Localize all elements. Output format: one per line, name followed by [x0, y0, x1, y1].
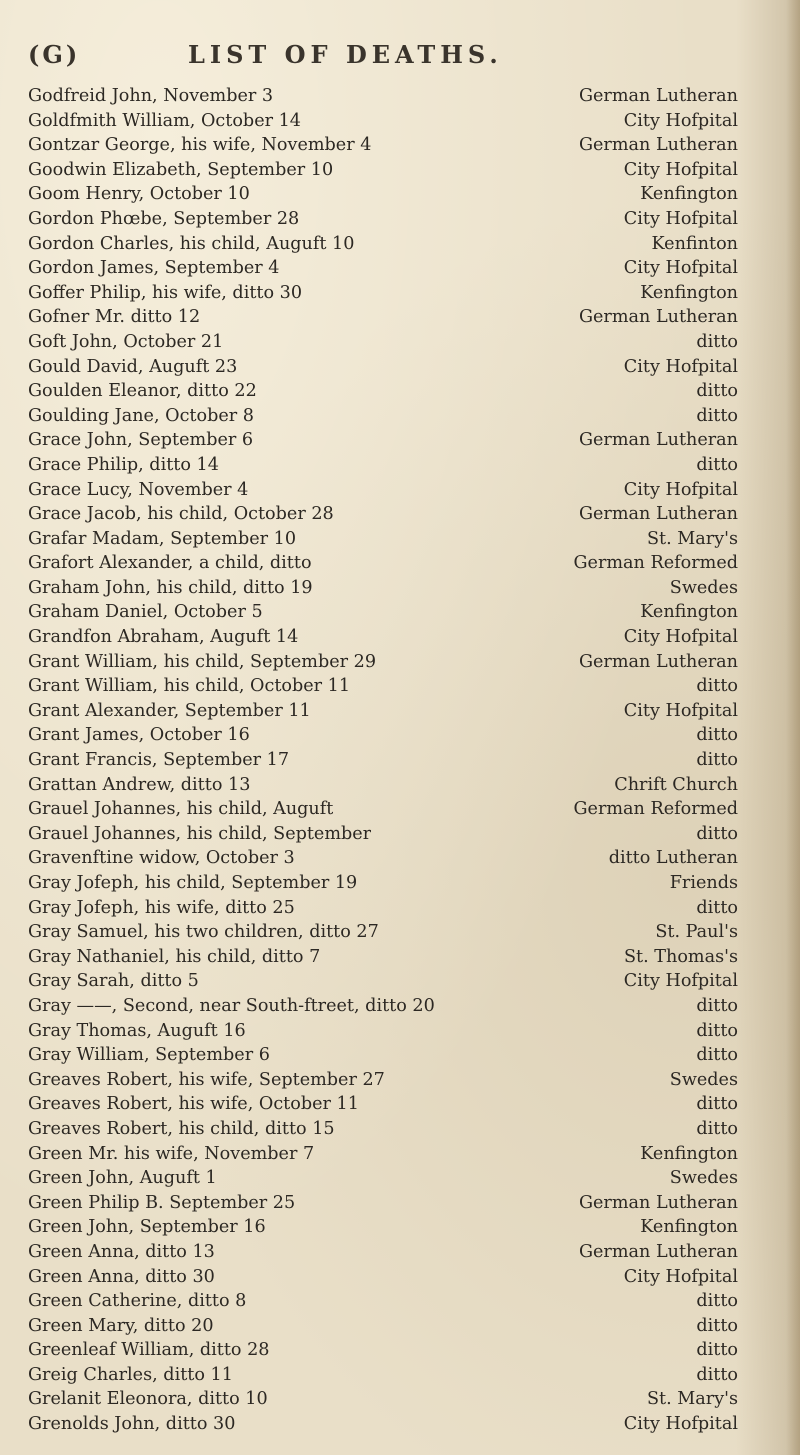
- list-item: [28, 822, 773, 847]
- entry-name: Gray Jofeph, his child, September 19: [28, 873, 358, 893]
- entry-name: Grandfon Abraham, Auguft 14: [28, 627, 299, 648]
- entry-name: Green John, Auguft 1: [28, 1168, 217, 1189]
- entry-burial-place: ditto: [696, 454, 738, 475]
- entry-name: Grace Lucy, November 4: [28, 479, 249, 500]
- entry-burial-place: ditto: [696, 995, 738, 1016]
- list-item: [28, 256, 773, 281]
- list-item: [28, 674, 773, 699]
- entry-burial-place: German Lutheran: [578, 651, 738, 672]
- entry-name: Grafar Madam, September 10: [28, 528, 297, 549]
- entry-burial-place: German Lutheran: [578, 430, 738, 451]
- entry-name: Goffer Philip, his wife, ditto 30: [28, 282, 303, 303]
- list-item: [28, 133, 773, 158]
- list-item: [28, 232, 773, 257]
- list-item: [28, 1240, 773, 1265]
- entry-name: Green John, September 16: [28, 1217, 266, 1238]
- list-item: [28, 207, 773, 232]
- entry-burial-place: City Hofpital: [623, 1414, 738, 1435]
- entry-burial-place: ditto: [696, 331, 738, 352]
- entry-name: Gordon Charles, his child, Auguft 10: [28, 233, 355, 254]
- entry-name: Green Anna, ditto 13: [28, 1241, 215, 1262]
- list-item: [28, 453, 773, 478]
- entry-name: Green Mary, ditto 20: [28, 1315, 214, 1336]
- entry-name: Grant Francis, September 17: [28, 750, 290, 771]
- list-item: [28, 1215, 773, 1240]
- list-item: [28, 650, 773, 675]
- entry-burial-place: Kenfington: [640, 184, 738, 205]
- entry-name: Grauel Johannes, his child, Auguft: [28, 799, 334, 820]
- list-item: [28, 1412, 773, 1437]
- entry-burial-place: City Hofpital: [623, 627, 738, 648]
- list-item: [28, 723, 773, 748]
- list-item: [28, 994, 773, 1019]
- entry-burial-place: ditto: [696, 897, 738, 918]
- entry-name: Grant Alexander, September 11: [28, 700, 311, 721]
- list-item: [28, 158, 773, 183]
- entry-name: Graham Daniel, October 5: [28, 602, 263, 623]
- entry-name: Green Mr. his wife, November 7: [28, 1143, 315, 1164]
- entry-burial-place: ditto: [696, 381, 738, 402]
- entry-name: Goodwin Elizabeth, September 10: [28, 159, 334, 180]
- entry-name: Grace Philip, ditto 14: [28, 454, 219, 475]
- entry-name: Grelanit Eleonora, ditto 10: [28, 1389, 268, 1410]
- list-item: [28, 1043, 773, 1068]
- entry-burial-place: City Hofpital: [623, 1266, 738, 1287]
- entry-burial-place: ditto: [696, 405, 738, 426]
- list-item: [28, 1265, 773, 1290]
- entry-burial-place: German Reformed: [573, 553, 738, 574]
- entry-burial-place: Swedes: [669, 577, 738, 598]
- entry-burial-place: ditto: [696, 1364, 738, 1385]
- entry-name: Goom Henry, October 10: [28, 184, 250, 205]
- entry-burial-place: Kenfington: [640, 1143, 738, 1164]
- section-letter: (G): [28, 40, 81, 69]
- entry-name: Greaves Robert, his child, ditto 15: [28, 1118, 335, 1139]
- entry-name: Grenolds John, ditto 30: [28, 1414, 236, 1435]
- list-item: [28, 281, 773, 306]
- entry-name: Grace John, September 6: [28, 430, 254, 451]
- list-item: [28, 1117, 773, 1142]
- entry-name: Green Catherine, ditto 8: [28, 1291, 247, 1312]
- entry-burial-place: City Hofpital: [623, 110, 738, 131]
- entry-burial-place: Friends: [669, 873, 738, 893]
- list-item: [28, 1387, 773, 1412]
- list-item: [28, 330, 773, 355]
- list-item: [28, 84, 773, 109]
- entry-name: Gray Thomas, Auguft 16: [28, 1020, 246, 1041]
- entry-burial-place: Swedes: [669, 1069, 738, 1090]
- entry-name: Gontzar George, his wife, November 4: [28, 135, 372, 156]
- list-item: [28, 748, 773, 773]
- entry-name: Goulding Jane, October 8: [28, 405, 254, 426]
- list-item: [28, 109, 773, 134]
- entry-burial-place: City Hofpital: [623, 258, 738, 279]
- death-list: [28, 84, 773, 1437]
- entry-burial-place: City Hofpital: [623, 208, 738, 229]
- entry-burial-place: Kenfinton: [651, 233, 738, 254]
- list-item: [28, 797, 773, 822]
- entry-name: Gould David, Auguft 23: [28, 356, 238, 377]
- entry-name: Green Philip B. September 25: [28, 1192, 296, 1213]
- entry-name: Graham John, his child, ditto 19: [28, 577, 313, 598]
- entry-burial-place: German Lutheran: [578, 1241, 738, 1262]
- list-item: [28, 576, 773, 601]
- entry-name: Greaves Robert, his wife, October 11: [28, 1094, 359, 1115]
- list-item: [28, 502, 773, 527]
- list-item: [28, 1166, 773, 1191]
- entry-burial-place: Kenfington: [640, 282, 738, 303]
- entry-burial-place: Kenfington: [640, 602, 738, 623]
- entry-name: Greaves Robert, his wife, September 27: [28, 1069, 385, 1090]
- entry-name: Green Anna, ditto 30: [28, 1266, 215, 1287]
- entry-burial-place: ditto: [696, 823, 738, 844]
- entry-burial-place: St. Thomas's: [623, 946, 738, 967]
- page-edge-shadow: [786, 0, 800, 1455]
- entry-name: Goldfmith William, October 14: [28, 110, 301, 131]
- entry-name: Gray Nathaniel, his child, ditto 7: [28, 946, 321, 967]
- entry-burial-place: City Hofpital: [623, 971, 738, 992]
- list-item: [28, 527, 773, 552]
- list-item: [28, 920, 773, 945]
- list-item: [28, 1142, 773, 1167]
- list-item: [28, 945, 773, 970]
- entry-burial-place: German Reformed: [573, 799, 738, 820]
- entry-burial-place: ditto Lutheran: [608, 848, 738, 869]
- entry-burial-place: ditto: [696, 1340, 738, 1361]
- list-item: [28, 428, 773, 453]
- list-item: [28, 379, 773, 404]
- list-item: [28, 551, 773, 576]
- entry-burial-place: City Hofpital: [623, 700, 738, 721]
- entry-name: Gofner Mr. ditto 12: [28, 307, 201, 328]
- entry-name: Gray Samuel, his two children, ditto 27: [28, 922, 379, 943]
- entry-name: Gray Jofeph, his wife, ditto 25: [28, 897, 295, 918]
- entry-name: Grattan Andrew, ditto 13: [28, 774, 251, 795]
- entry-burial-place: ditto: [696, 1094, 738, 1115]
- entry-burial-place: German Lutheran: [578, 307, 738, 328]
- list-item: [28, 355, 773, 380]
- entry-burial-place: German Lutheran: [578, 86, 738, 106]
- entry-burial-place: ditto: [696, 1315, 738, 1336]
- entry-burial-place: German Lutheran: [578, 135, 738, 156]
- entry-name: Godfreid John, November 3: [28, 86, 274, 106]
- entry-name: Grafort Alexander, a child, ditto: [28, 553, 312, 574]
- list-item: [28, 896, 773, 921]
- entry-name: Goulden Eleanor, ditto 22: [28, 381, 257, 402]
- list-item: [28, 699, 773, 724]
- entry-name: Grace Jacob, his child, October 28: [28, 504, 334, 525]
- entry-name: Goft John, October 21: [28, 331, 224, 352]
- entry-name: Gravenftine widow, October 3: [28, 848, 295, 869]
- list-item: [28, 625, 773, 650]
- entry-name: Gray Sarah, ditto 5: [28, 971, 199, 992]
- entry-name: Grant James, October 16: [28, 725, 250, 746]
- entry-name: Grant William, his child, October 11: [28, 676, 351, 697]
- list-item: [28, 1191, 773, 1216]
- list-item: [28, 773, 773, 798]
- list-item: [28, 478, 773, 503]
- entry-burial-place: City Hofpital: [623, 356, 738, 377]
- entry-burial-place: St. Mary's: [646, 528, 738, 549]
- entry-burial-place: City Hofpital: [623, 479, 738, 500]
- entry-burial-place: German Lutheran: [578, 1192, 738, 1213]
- entry-burial-place: Swedes: [669, 1168, 738, 1189]
- entry-burial-place: ditto: [696, 1118, 738, 1139]
- entry-burial-place: ditto: [696, 725, 738, 746]
- entry-burial-place: Chrift Church: [614, 774, 738, 795]
- page-title: LIST OF DEATHS.: [188, 40, 503, 69]
- entry-name: Grant William, his child, September 29: [28, 651, 377, 672]
- list-item: [28, 1363, 773, 1388]
- list-item: [28, 305, 773, 330]
- list-item: [28, 1068, 773, 1093]
- entry-burial-place: Kenfington: [640, 1217, 738, 1238]
- list-item: [28, 600, 773, 625]
- list-item: [28, 1314, 773, 1339]
- entry-burial-place: ditto: [696, 676, 738, 697]
- list-item: [28, 871, 773, 896]
- entry-burial-place: German Lutheran: [578, 504, 738, 525]
- list-item: [28, 969, 773, 994]
- entry-name: Greig Charles, ditto 11: [28, 1364, 233, 1385]
- entry-burial-place: ditto: [696, 1020, 738, 1041]
- entry-name: Gordon Phœbe, September 28: [28, 208, 300, 229]
- list-item: [28, 1289, 773, 1314]
- entry-burial-place: City Hofpital: [623, 159, 738, 180]
- entry-name: Gordon James, September 4: [28, 258, 280, 279]
- entry-name: Grauel Johannes, his child, September: [28, 823, 372, 844]
- entry-burial-place: ditto: [696, 1045, 738, 1066]
- list-item: [28, 846, 773, 871]
- list-item: [28, 1019, 773, 1044]
- entry-name: Gray ——, Second, near South-ftreet, ditto 20: [28, 995, 435, 1016]
- list-item: [28, 182, 773, 207]
- entry-burial-place: ditto: [696, 1291, 738, 1312]
- list-item: [28, 1338, 773, 1363]
- list-item: [28, 404, 773, 429]
- entry-burial-place: St. Mary's: [646, 1389, 738, 1410]
- entry-burial-place: ditto: [696, 750, 738, 771]
- page-header: [28, 40, 768, 74]
- entry-burial-place: St. Paul's: [655, 922, 738, 943]
- entry-name: Greenleaf William, ditto 28: [28, 1340, 270, 1361]
- list-item: [28, 1092, 773, 1117]
- entry-name: Gray William, September 6: [28, 1045, 270, 1066]
